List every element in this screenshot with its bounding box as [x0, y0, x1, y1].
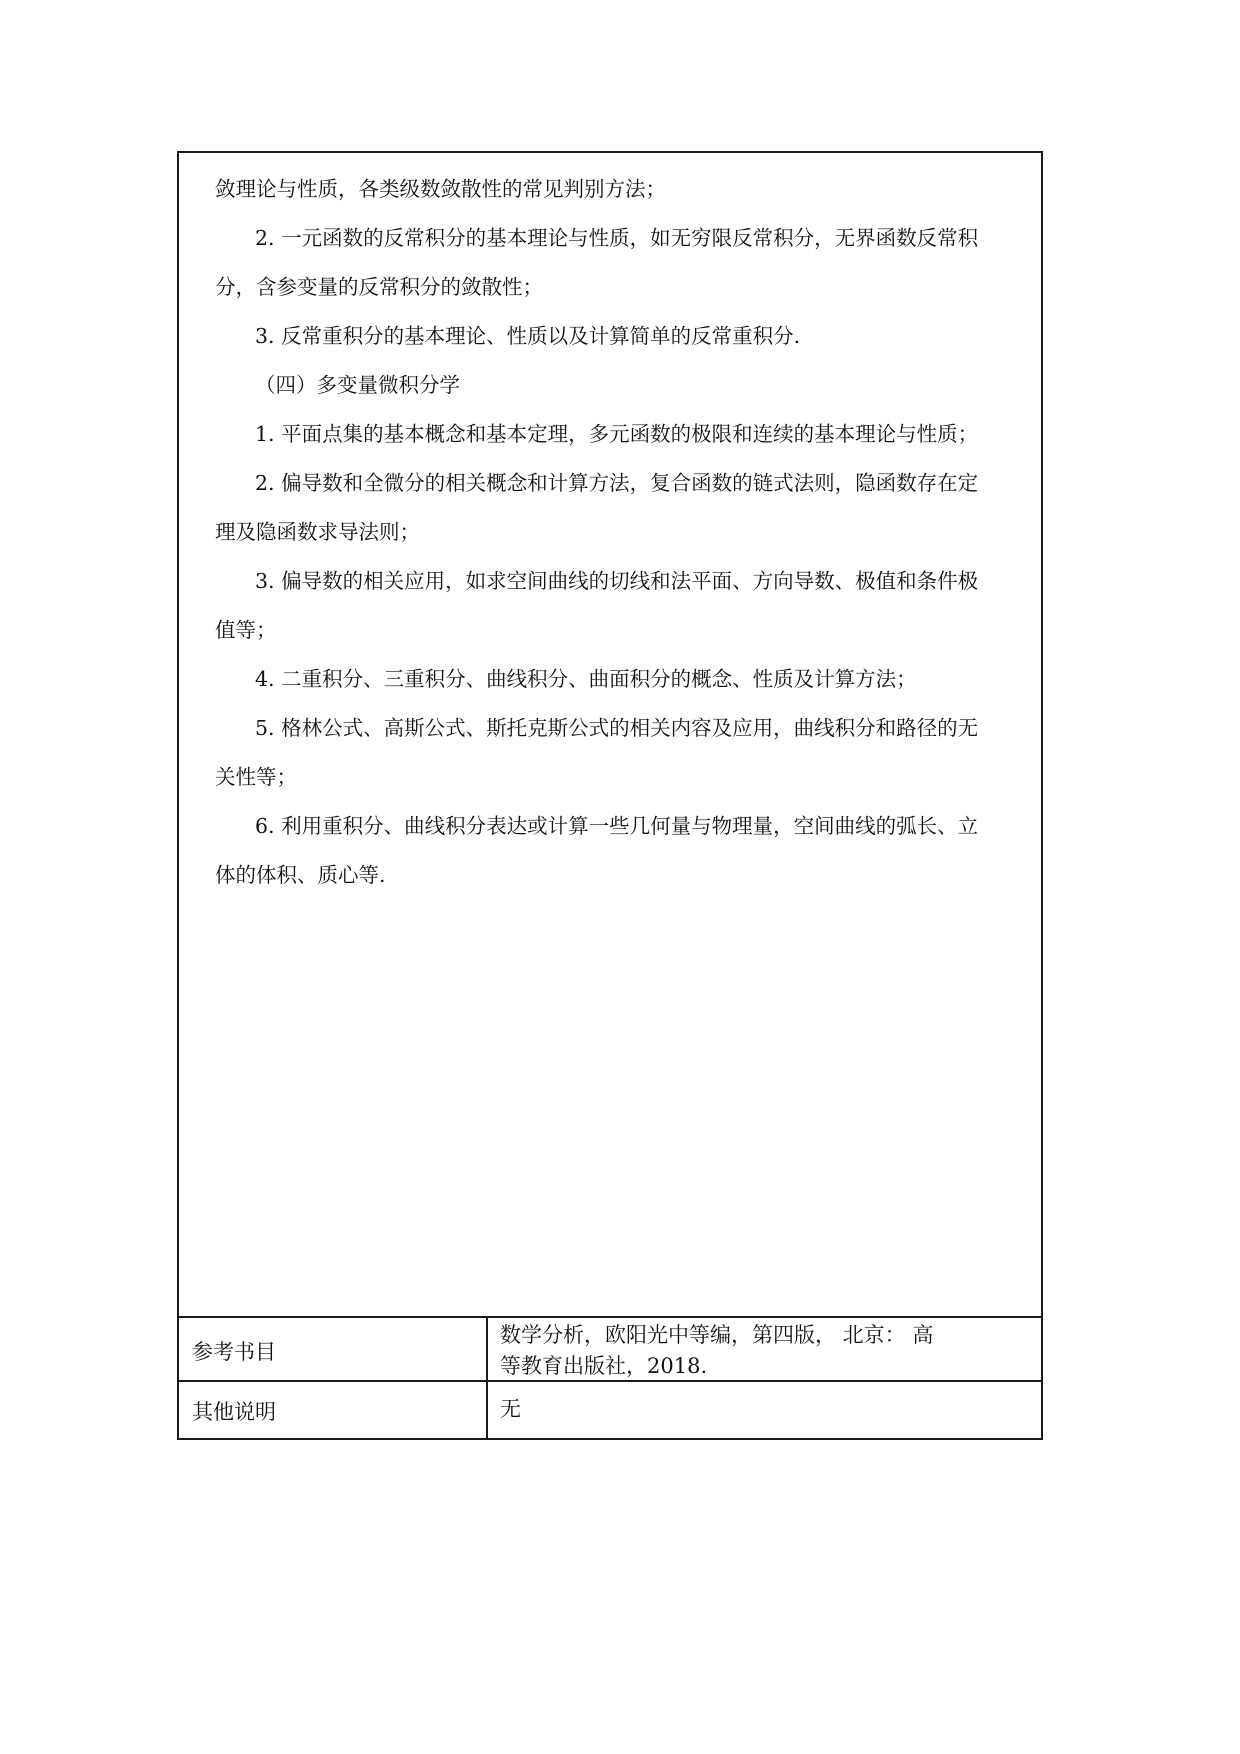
content-line: 2. 一元函数的反常积分的基本理论与性质，如无穷限反常积分，无界函数反常积 — [255, 226, 979, 250]
content-line: 4. 二重积分、三重积分、曲线积分、曲面积分的概念、性质及计算方法； — [255, 667, 917, 691]
section-heading: （四）多变量微积分学 — [255, 373, 460, 397]
reference-row — [179, 1318, 1041, 1382]
content-line: 体的体积、质心等. — [215, 863, 386, 887]
other-value: 无 — [500, 1397, 521, 1421]
content-text-block — [215, 165, 1025, 900]
reference-value-cell — [488, 1318, 1041, 1380]
reference-label-cell — [179, 1318, 488, 1380]
content-line: 理及隐函数求导法则； — [215, 520, 420, 544]
other-notes-row — [179, 1382, 1041, 1438]
reference-label: 参考书目 — [192, 1340, 276, 1364]
other-label: 其他说明 — [192, 1400, 276, 1424]
content-line: 2. 偏导数和全微分的相关概念和计算方法，复合函数的链式法则，隐函数存在定 — [255, 471, 979, 495]
other-label-cell — [179, 1382, 488, 1438]
reference-value-line: 数学分析，欧阳光中等编，第四版， 北京： 高 — [500, 1323, 934, 1347]
syllabus-table — [177, 151, 1043, 1440]
content-cell — [179, 153, 1041, 1318]
content-line: 5. 格林公式、高斯公式、斯托克斯公式的相关内容及应用，曲线积分和路径的无 — [255, 716, 979, 740]
content-line: 敛理论与性质，各类级数敛散性的常见判别方法； — [215, 177, 666, 201]
content-line: 1. 平面点集的基本概念和基本定理，多元函数的极限和连续的基本理论与性质； — [255, 422, 979, 446]
other-value-cell — [488, 1382, 1041, 1438]
content-line: 值等； — [215, 618, 277, 642]
reference-value — [500, 1320, 1027, 1382]
content-line: 3. 偏导数的相关应用，如求空间曲线的切线和法平面、方向导数、极值和条件极 — [255, 569, 979, 593]
content-line: 3. 反常重积分的基本理论、性质以及计算简单的反常重积分. — [255, 324, 801, 348]
content-line: 6. 利用重积分、曲线积分表达或计算一些几何量与物理量，空间曲线的弧长、立 — [255, 814, 979, 838]
content-line: 分，含参变量的反常积分的敛散性； — [215, 275, 543, 299]
reference-value-line: 等教育出版社，2018. — [500, 1354, 708, 1378]
content-line: 关性等； — [215, 765, 297, 789]
